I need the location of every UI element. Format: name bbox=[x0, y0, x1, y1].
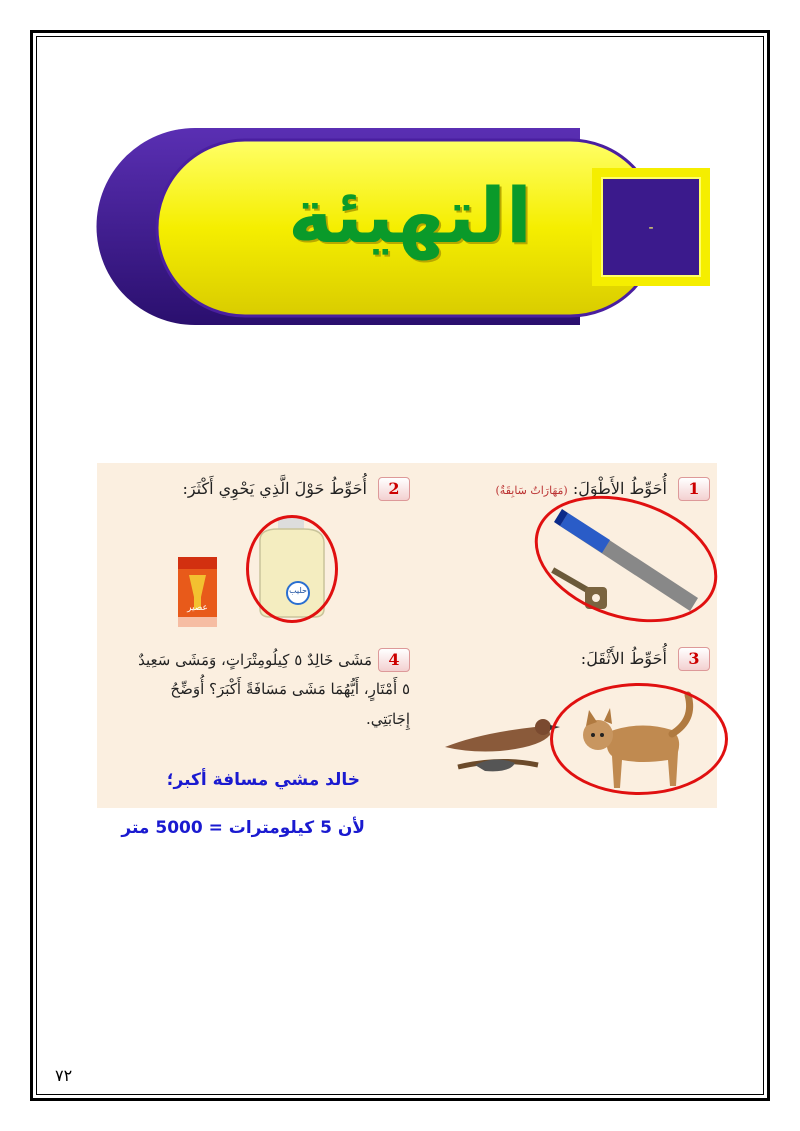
answer-line-2: لأن 5 كيلومترات = 5000 متر bbox=[121, 818, 365, 838]
juice-box-image bbox=[175, 555, 220, 630]
question-2-text: أُحَوِّطُ حَوْلَ الَّذِي يَحْوِي أَكْثَرَ: bbox=[182, 479, 367, 498]
juice-label: عصير bbox=[187, 603, 208, 613]
birds-image bbox=[440, 705, 565, 795]
question-1-note: (مَهَارَاتٌ سَابِقَةٌ) bbox=[495, 484, 568, 497]
svg-text:-: - bbox=[648, 220, 654, 236]
page-title: التهيئة bbox=[288, 171, 532, 260]
milk-label: حليب bbox=[289, 586, 307, 595]
question-2-number: 2 bbox=[378, 477, 410, 501]
question-2 bbox=[150, 476, 410, 502]
question-4-line-1: مَشَى خَالِدٌ ٥ كِيلُومِتْرَاتٍ، وَمَشَى سَعِيدٌ bbox=[138, 651, 372, 669]
page-number: ٧٢ bbox=[55, 1066, 73, 1085]
question-4-line-3: إِجَابَتِي. bbox=[366, 709, 410, 728]
answer-circle-3 bbox=[550, 683, 728, 795]
question-4 bbox=[105, 646, 410, 734]
question-1-text: أُحَوِّطُ الأَطْوَلَ: bbox=[572, 479, 667, 498]
question-1-number: 1 bbox=[678, 477, 710, 501]
answer-circle-2 bbox=[246, 515, 338, 623]
question-3-number: 3 bbox=[678, 647, 710, 671]
answer-line-1: خالد مشي مسافة أكبر؛ bbox=[166, 770, 360, 790]
question-4-number: 4 bbox=[378, 648, 410, 672]
question-4-line-2: ٥ أَمْتَارٍ، أَيُّهُمَا مَشَى مَسَافَةً أَكْبَرَ؟ أُوَضِّحُ bbox=[170, 680, 410, 699]
question-3-text: أُحَوِّطُ الأَثْقَلَ: bbox=[580, 649, 667, 668]
question-3 bbox=[520, 646, 710, 672]
